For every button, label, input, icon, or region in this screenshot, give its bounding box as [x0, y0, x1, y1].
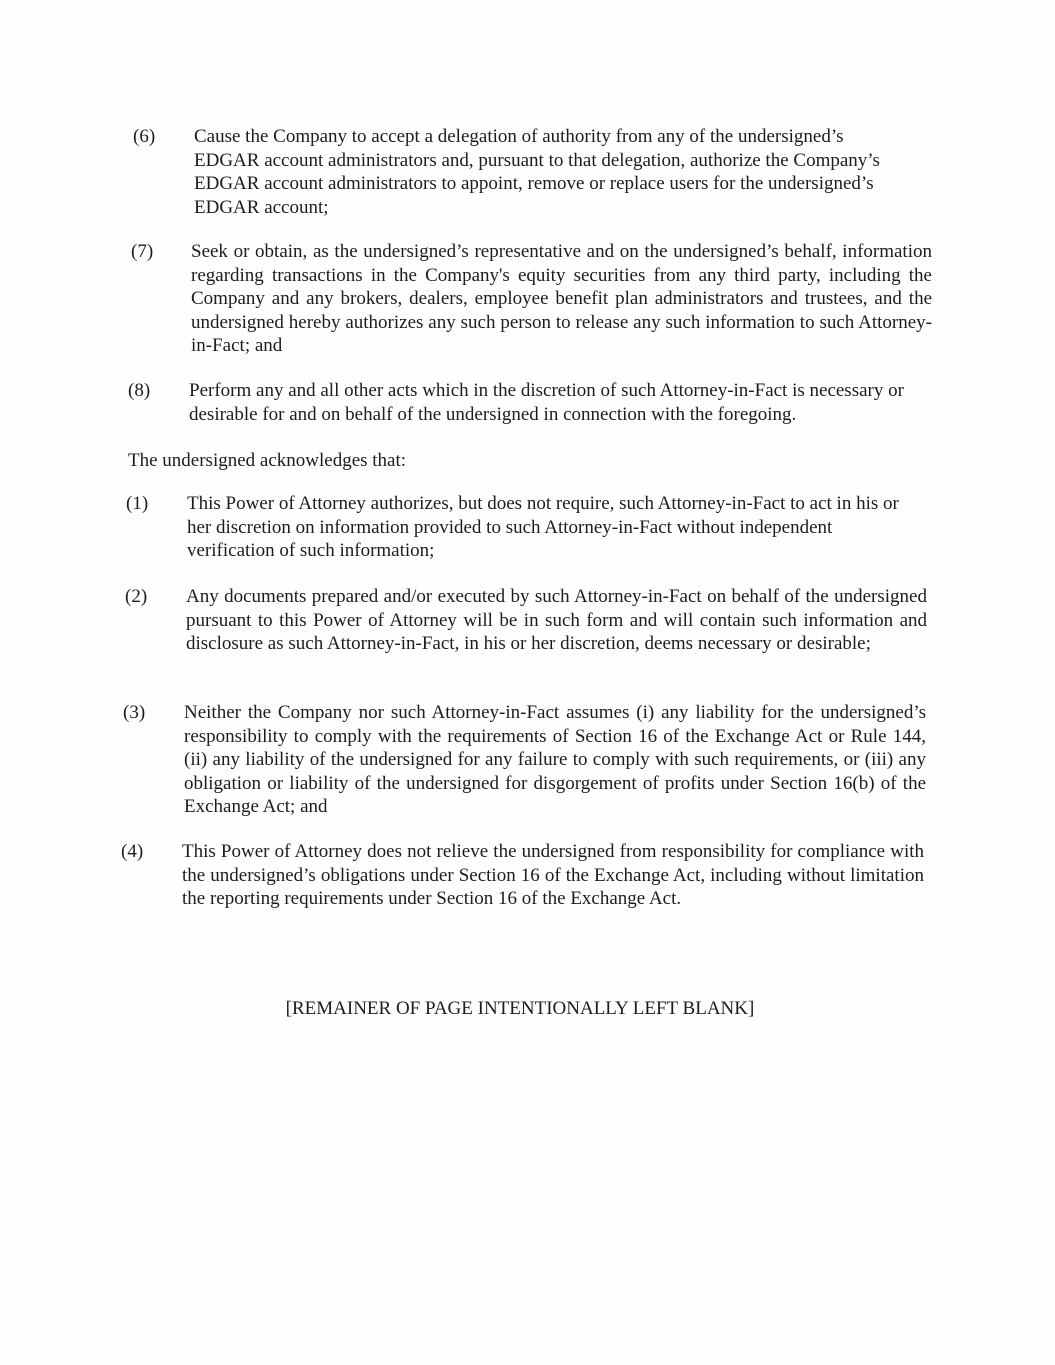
intentionally-blank-note: [REMAINER OF PAGE INTENTIONALLY LEFT BLANK] — [285, 998, 755, 1019]
item-number: (3) — [123, 702, 146, 723]
item-text: Seek or obtain, as the undersigned’s representative and on the undersigned’s behalf, information regarding transactions in the Company's equity securities from any third party, including the Company and any brokers, dealers, employee benefit plan administrators and trustees, and the undersigned hereby authorizes any such person to release any such information to such Attorney-in-Fact; and — [191, 241, 932, 356]
item-text: Cause the Company to accept a delegation of authority from any of the undersigned’s EDGAR account administrators and, pursuant to that delegation, authorize the Company’s EDGAR account administrators to appoint, remove or replace users for the undersigned’s EDGAR account; — [194, 126, 880, 218]
item-text: This Power of Attorney authorizes, but does not require, such Attorney-in-Fact to act in his or her discretion on information provided to such Attorney-in-Fact without independent verification of such information; — [187, 493, 899, 561]
item-text: This Power of Attorney does not relieve the undersigned from responsibility for compliance with the undersigned’s obligations under Section 16 of the Exchange Act, including without limitation the reporting requirements under Section 16 of the Exchange Act. — [182, 841, 924, 909]
item-text: Perform any and all other acts which in the discretion of such Attorney-in-Fact is necessary or desirable for and on behalf of the undersigned in connection with the foregoing. — [189, 380, 904, 425]
item-number: (6) — [133, 126, 156, 147]
item-number: (7) — [131, 241, 154, 262]
item-number: (2) — [125, 586, 148, 607]
item-text: Any documents prepared and/or executed by such Attorney-in-Fact on behalf of the undersigned pursuant to this Power of Attorney will be in such form and will contain such information and disclosure as such Attorney-in-Fact, in his or her discretion, deems necessary or desirable; — [186, 586, 927, 654]
item-number: (4) — [121, 841, 144, 862]
acknowledgement-intro: The undersigned acknowledges that: — [128, 450, 407, 471]
item-number: (8) — [128, 380, 151, 401]
item-text: Neither the Company nor such Attorney-in-Fact assumes (i) any liability for the undersigned’s responsibility to comply with the requirements of Section 16 of the Exchange Act or Rule 144, (ii) any liability of the undersigned for any failure to comply with such requirements, or (iii) any obligation or liability of the undersigned for disgorgement of profits under Section 16(b) of the Exchange Act; and — [184, 702, 926, 817]
item-number: (1) — [126, 493, 149, 514]
